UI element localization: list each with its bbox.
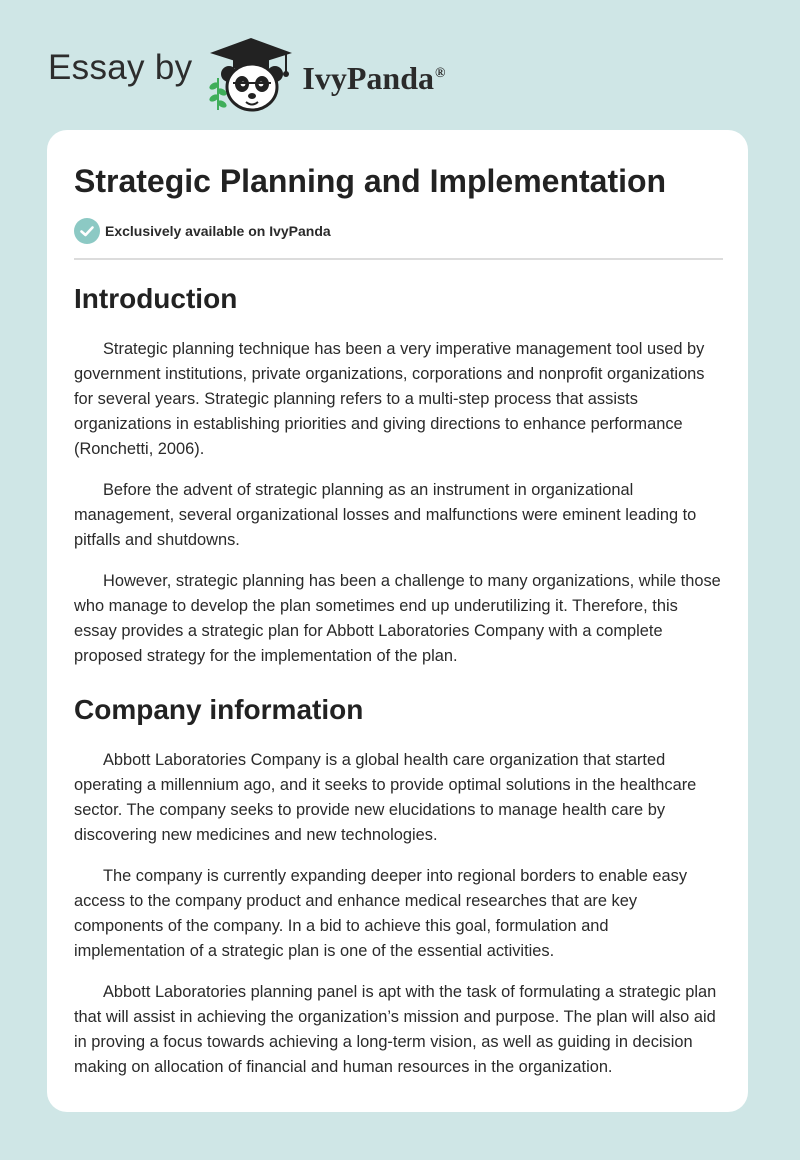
brand-name: IvyPanda® [302, 59, 446, 96]
paragraph: Abbott Laboratories planning panel is apt with the task of formulating a strategic plan that will assist in achieving the organization’s mission and purpose. The plan will also aid in proving a focus towards achieving a long-term vision, as well as guiding in decision making on allocation of financial and human resources in the organization. [74, 982, 717, 1076]
panda-logo-icon [206, 34, 296, 114]
section-heading: Introduction [74, 283, 238, 315]
exclusive-badge-label: Exclusively available on IvyPanda [105, 223, 331, 240]
check-circle-icon [74, 218, 100, 244]
essay-content [74, 162, 723, 1080]
page-title: Strategic Planning and Implementation [74, 163, 667, 199]
paragraph: Abbott Laboratories Company is a global health care organization that started operating a millennium ago, and it seeks to provide optimal solutions in the healthcare sector. The company seeks to provide new elucidations to manage health care by discovering new medicines and new technologies. [74, 750, 697, 844]
title-divider [74, 258, 723, 260]
paragraph: However, strategic planning has been a challenge to many organizations, while those who manage to develop the plan sometimes end up underutilizing it. Therefore, this essay provides a strategic plan for Abbott Laboratories Company with a complete proposed strategy for the implementation of the plan. [74, 571, 721, 665]
section-introduction [74, 282, 723, 669]
essay-card [47, 130, 748, 1112]
brand-prefix: Essay by [48, 48, 193, 87]
section-company-information [74, 693, 723, 1080]
paragraph: Strategic planning technique has been a very imperative management tool used by government institutions, private organizations, corporations and nonprofit organizations for several years. Strategic planning refers to a multi-step process that assists organizations in establishing priorities and giving directions to enhance performance (Ronchetti, 2006). [74, 339, 705, 458]
section-heading: Company information [74, 693, 364, 725]
paragraph: The company is currently expanding deeper into regional borders to enable easy access to the company product and enhance medical researches that are key components of the company. In a bid to achieve this goal, formulation and implementation of a strategic plan is one of the essential activities. [74, 866, 688, 960]
registered-mark: ® [435, 65, 446, 81]
exclusive-badge [74, 218, 723, 244]
paragraph: Before the advent of strategic planning as an instrument in organizational management, several organizational losses and malfunctions were eminent leading to pitfalls and shutdowns. [74, 480, 697, 549]
brand-header [48, 34, 445, 114]
